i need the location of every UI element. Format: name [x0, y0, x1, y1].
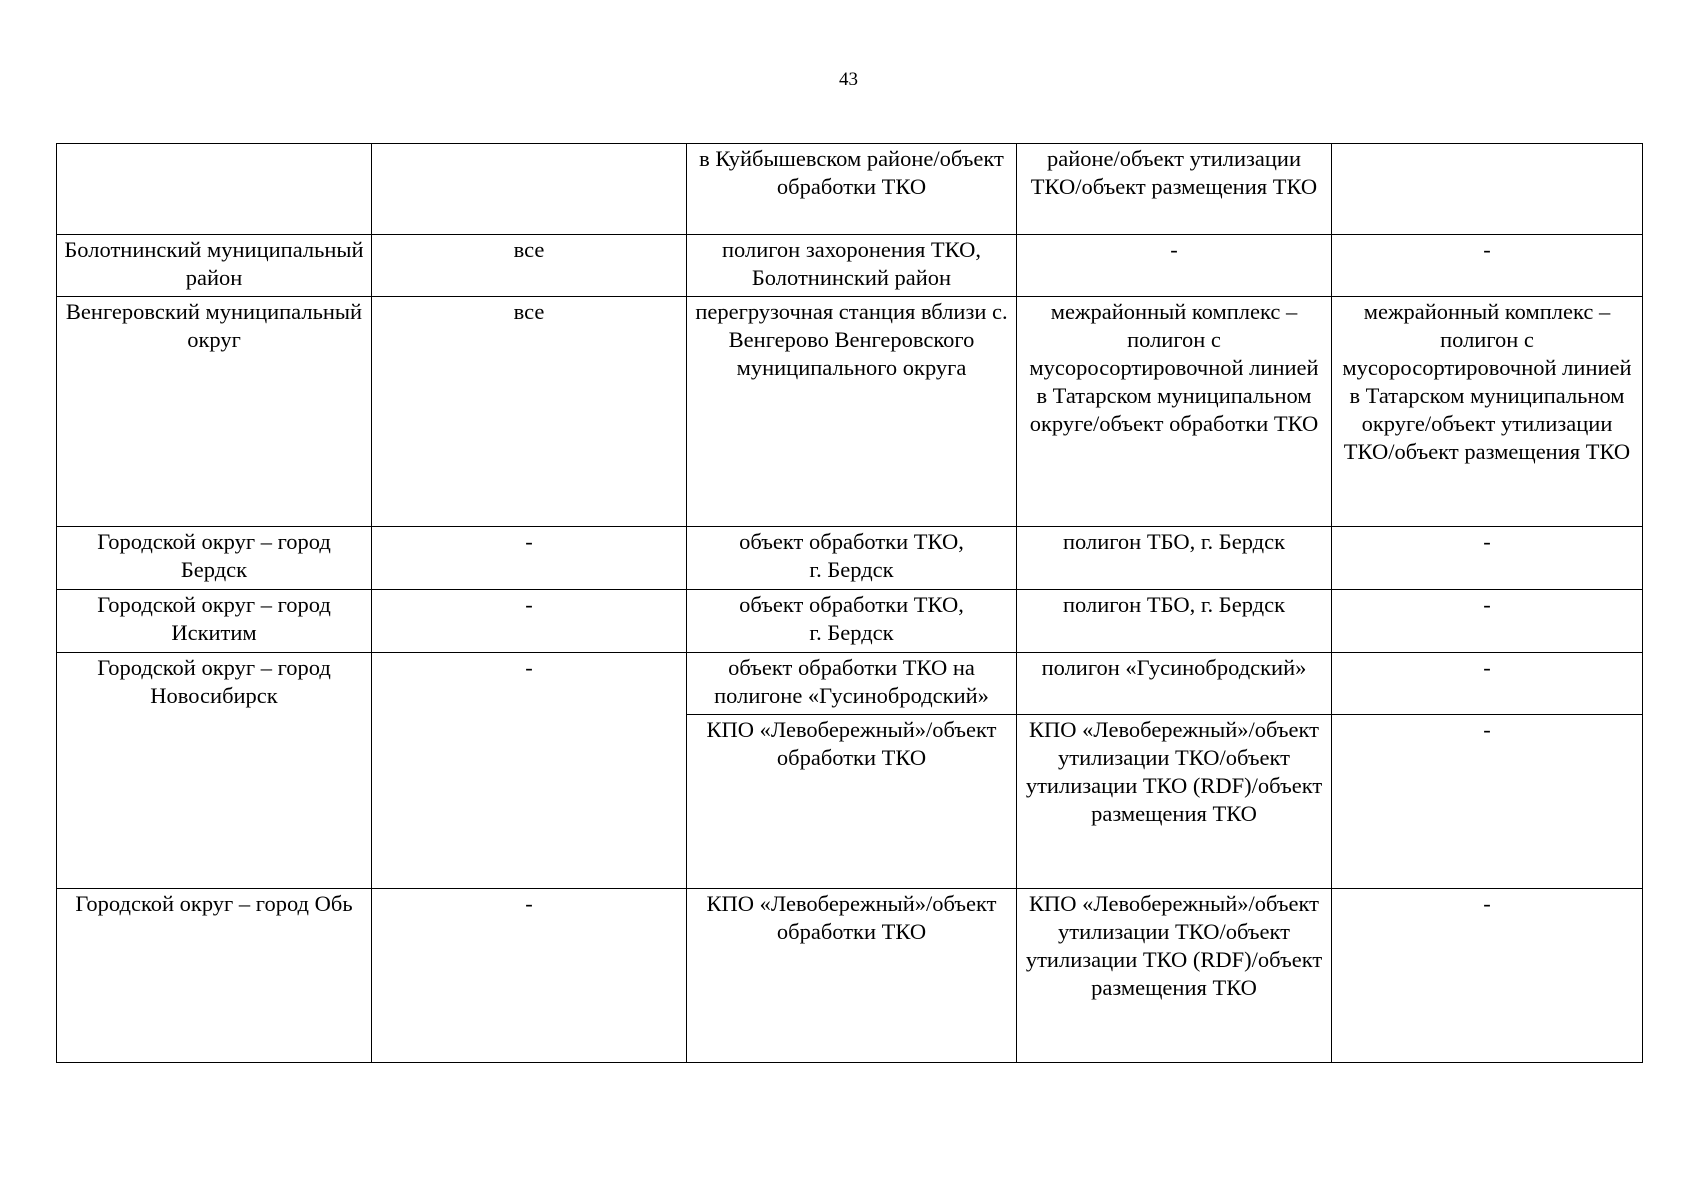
cell-facility-2: полигон «Гусинобродский»: [1017, 653, 1332, 715]
cell-facility-3: межрайонный комплекс – полигон с мусоросортировочной линией в Татарском муниципальном округе/объект утилизации ТКО/объект размещения ТКО: [1332, 297, 1643, 527]
cell-municipality: [57, 144, 372, 235]
cell-facility-2: -: [1017, 235, 1332, 297]
table-row-ob: [57, 889, 1643, 1063]
cell-facility-1: в Куйбышевском районе/объект обработки ТКО: [687, 144, 1017, 235]
cell-facility-3: -: [1332, 590, 1643, 653]
facilities-table: [56, 143, 1643, 1063]
cell-municipality: Болотнинский муниципальный район: [57, 235, 372, 297]
cell-facility-3: -: [1332, 235, 1643, 297]
cell-facility-3: -: [1332, 889, 1643, 1063]
cell-facility-2: КПО «Левобережный»/объект утилизации ТКО/объект утилизации ТКО (RDF)/объект размещения ТКО: [1017, 715, 1332, 889]
table-row-continuation: [57, 144, 1643, 235]
cell-facility-3: -: [1332, 653, 1643, 715]
cell-municipality: Венгеровский муниципальный округ: [57, 297, 372, 527]
table-row-iskitim: [57, 590, 1643, 653]
table-row-vengerovsky: [57, 297, 1643, 527]
cell-facility-1: полигон захоронения ТКО, Болотнинский район: [687, 235, 1017, 297]
cell-facility-1: КПО «Левобережный»/объект обработки ТКО: [687, 889, 1017, 1063]
cell-facility-2: полигон ТБО, г. Бердск: [1017, 590, 1332, 653]
cell-settlements: все: [372, 235, 687, 297]
cell-municipality: Городской округ – город Новосибирск: [57, 653, 372, 889]
cell-facility-1: объект обработки ТКО на полигоне «Гусинобродский»: [687, 653, 1017, 715]
cell-facility-1: перегрузочная станция вблизи с. Венгерово Венгеровского муниципального округа: [687, 297, 1017, 527]
cell-settlements: [372, 144, 687, 235]
cell-settlements: -: [372, 527, 687, 590]
cell-facility-3: -: [1332, 715, 1643, 889]
cell-facility-2: полигон ТБО, г. Бердск: [1017, 527, 1332, 590]
cell-facility-3: [1332, 144, 1643, 235]
cell-facility-2: КПО «Левобережный»/объект утилизации ТКО/объект утилизации ТКО (RDF)/объект размещения ТКО: [1017, 889, 1332, 1063]
cell-facility-1: объект обработки ТКО, г. Бердск: [687, 590, 1017, 653]
cell-facility-3: -: [1332, 527, 1643, 590]
table-row-bolotninsky: [57, 235, 1643, 297]
cell-facility-1: объект обработки ТКО, г. Бердск: [687, 527, 1017, 590]
cell-municipality: Городской округ – город Бердск: [57, 527, 372, 590]
cell-settlements: -: [372, 590, 687, 653]
cell-municipality: Городской округ – город Искитим: [57, 590, 372, 653]
table-row-berdsk: [57, 527, 1643, 590]
cell-settlements: все: [372, 297, 687, 527]
cell-settlements: -: [372, 653, 687, 889]
page-number: 43: [839, 69, 858, 90]
cell-municipality: Городской округ – город Обь: [57, 889, 372, 1063]
cell-settlements: -: [372, 889, 687, 1063]
cell-facility-1: КПО «Левобережный»/объект обработки ТКО: [687, 715, 1017, 889]
table-row-novosibirsk: [57, 653, 1643, 715]
cell-facility-2: районе/объект утилизации ТКО/объект размещения ТКО: [1017, 144, 1332, 235]
cell-facility-2: межрайонный комплекс – полигон с мусоросортировочной линией в Татарском муниципальном округе/объект обработки ТКО: [1017, 297, 1332, 527]
